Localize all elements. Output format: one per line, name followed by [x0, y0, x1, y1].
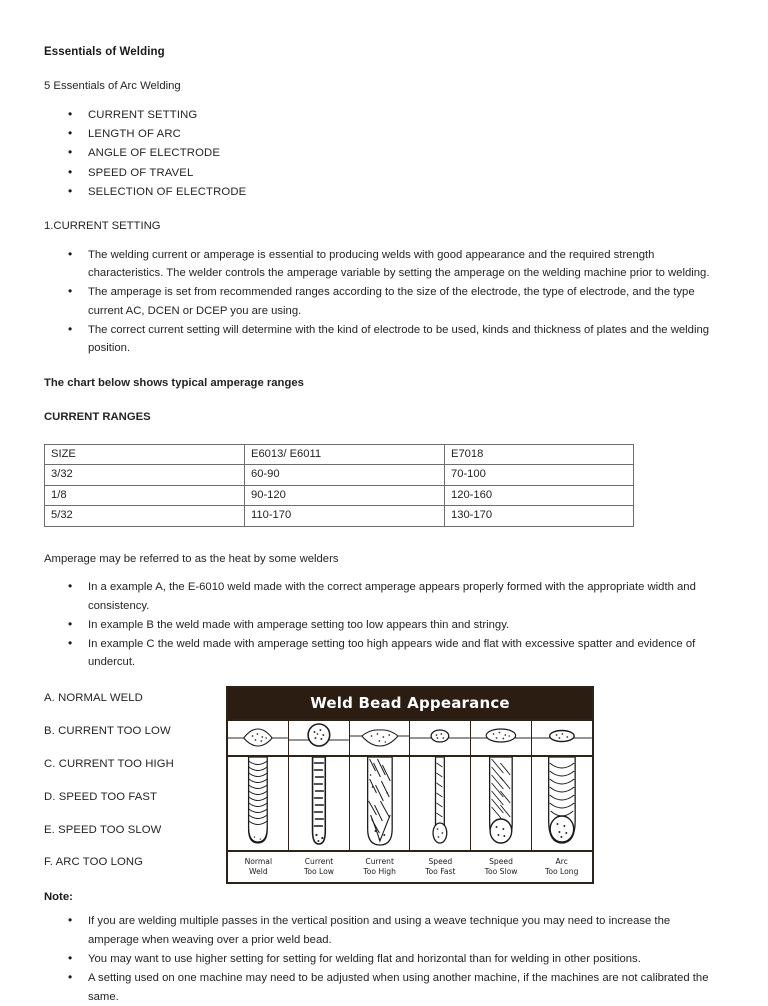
- figure-caption: [531, 857, 592, 878]
- caption-line-1: Current: [304, 856, 334, 866]
- legend-item: E. SPEED TOO SLOW: [44, 823, 162, 836]
- current-setting-list: [44, 246, 724, 358]
- list-item: • If you are welding multiple passes in the vertical position and using a weave technique you may need to increase the amperage when weaving over a prior weld bead.: [44, 912, 724, 949]
- table-header-row: [45, 444, 634, 465]
- cross-section-arc-too-long: [532, 721, 592, 755]
- table-header-cell: E6013/ E6011: [245, 444, 445, 465]
- cross-section-normal-weld: [228, 721, 289, 755]
- table-row: [45, 465, 634, 486]
- table-heading: CURRENT RANGES: [44, 411, 151, 424]
- bead-normal-weld: [228, 757, 289, 850]
- figure-caption: [289, 857, 350, 878]
- cross-section-row: [228, 719, 592, 755]
- figure-caption: [228, 857, 289, 878]
- bead-cross-section-icon: [532, 721, 592, 755]
- figure-title: Weld Bead Appearance: [228, 688, 592, 719]
- weld-bead-icon: [228, 757, 288, 850]
- caption-line-2: Too High: [363, 867, 396, 877]
- cross-section-speed-too-fast: [410, 721, 471, 755]
- legend-item: A. NORMAL WELD: [44, 691, 143, 704]
- caption-line-2: Too Fast: [425, 867, 456, 877]
- table-cell: 110-170: [245, 506, 445, 527]
- table-row: [45, 485, 634, 506]
- legend-item: C. CURRENT TOO HIGH: [44, 757, 174, 770]
- chart-intro-text: The chart below shows typical amperage ranges: [44, 376, 304, 389]
- bead-speed-too-slow: [471, 757, 532, 850]
- list-item: • The welding current or amperage is essential to producing welds with good appearance and the required strength characteristics. The welder controls the amperage variable by setting the amperage on the welding machine prior to welding.: [44, 246, 724, 283]
- list-item: • SELECTION OF ELECTRODE: [44, 183, 724, 201]
- page-title: Essentials of Welding: [44, 46, 165, 58]
- figure-caption: [410, 857, 471, 878]
- list-item: • LENGTH OF ARC: [44, 125, 724, 143]
- table-cell: 90-120: [245, 485, 445, 506]
- weld-bead-icon: [471, 757, 531, 850]
- list-item: • CURRENT SETTING: [44, 106, 724, 124]
- list-item: • The correct current setting will determine with the kind of electrode to be used, kinds and thickness of plates and the welding position.: [44, 321, 724, 358]
- caption-line-2: Too Low: [304, 867, 335, 877]
- figure-caption: [471, 857, 532, 878]
- table-cell: 5/32: [45, 506, 245, 527]
- caption-line-2: Too Long: [544, 867, 579, 877]
- example-list: [44, 578, 724, 671]
- caption-line-1: Arc: [555, 856, 568, 866]
- section-heading-current-setting: 1.CURRENT SETTING: [44, 220, 161, 233]
- note-label: Note:: [44, 891, 73, 904]
- amperage-ranges-table: [44, 444, 634, 527]
- figure-captions: [228, 850, 592, 882]
- legend-item: D. SPEED TOO FAST: [44, 790, 158, 803]
- caption-line-2: Too Slow: [484, 867, 518, 877]
- cross-section-current-too-high: [350, 721, 411, 755]
- legend-and-figure-section: [44, 690, 724, 904]
- list-item: • In example C the weld made with amperage setting too high appears wide and flat with excessive spatter and evidence of undercut.: [44, 635, 724, 672]
- heat-note-text: Amperage may be referred to as the heat by some welders: [44, 552, 339, 565]
- bead-arc-too-long: [532, 757, 592, 850]
- table-row: [45, 506, 634, 527]
- essentials-list: [44, 106, 724, 201]
- bead-cross-section-icon: [410, 721, 470, 755]
- bead-cross-section-icon: [228, 721, 288, 755]
- list-item: • You may want to use higher setting for setting for welding flat and horizontal than for welding in other positions.: [44, 950, 724, 968]
- weld-bead-icon: [289, 757, 349, 850]
- list-item: • In example B the weld made with amperage setting too low appears thin and stringy.: [44, 616, 724, 634]
- table-header-cell: E7018: [445, 444, 634, 465]
- caption-line-1: Speed: [428, 856, 453, 866]
- weld-bead-icon: [410, 757, 470, 850]
- bead-cross-section-icon: [350, 721, 410, 755]
- weld-condition-legend: [44, 690, 234, 904]
- list-item: • In a example A, the E-6010 weld made with the correct amperage appears properly formed with the appropriate width and consistency.: [44, 578, 724, 615]
- caption-line-1: Speed: [489, 856, 513, 866]
- list-item: • SPEED OF TRAVEL: [44, 164, 724, 182]
- intro-paragraph: 5 Essentials of Arc Welding: [44, 80, 181, 93]
- table-cell: 120-160: [445, 485, 634, 506]
- figure-caption: [349, 857, 410, 878]
- bead-cross-section-icon: [471, 721, 531, 755]
- legend-item: F. ARC TOO LONG: [44, 856, 144, 869]
- note-list: [44, 912, 724, 1005]
- bead-speed-too-fast: [410, 757, 471, 850]
- weld-bead-appearance-figure: [226, 686, 594, 884]
- caption-line-1: Normal: [244, 856, 273, 866]
- bead-cross-section-icon: [289, 721, 349, 755]
- table-header-cell: SIZE: [45, 444, 245, 465]
- weld-bead-icon: [532, 757, 592, 850]
- list-item: • A setting used on one machine may need to be adjusted when using another machine, if the machines are not calibrated the same.: [44, 969, 724, 1006]
- list-item: • ANGLE OF ELECTRODE: [44, 144, 724, 162]
- table-cell: 1/8: [45, 485, 245, 506]
- caption-line-1: Current: [365, 856, 394, 866]
- weld-bead-icon: [350, 757, 410, 850]
- table-cell: 3/32: [45, 465, 245, 486]
- cross-section-current-too-low: [289, 721, 350, 755]
- cross-section-speed-too-slow: [471, 721, 532, 755]
- table-cell: 60-90: [245, 465, 445, 486]
- legend-item: B. CURRENT TOO LOW: [44, 724, 171, 737]
- list-item: • The amperage is set from recommended ranges according to the size of the electrode, the type of electrode, and the type current AC, DCEN or DCEP you are using.: [44, 283, 724, 320]
- table-cell: 70-100: [445, 465, 634, 486]
- bead-current-too-low: [289, 757, 350, 850]
- bead-current-too-high: [350, 757, 411, 850]
- bead-surface-row: [228, 755, 592, 850]
- caption-line-2: Weld: [249, 867, 268, 877]
- table-cell: 130-170: [445, 506, 634, 527]
